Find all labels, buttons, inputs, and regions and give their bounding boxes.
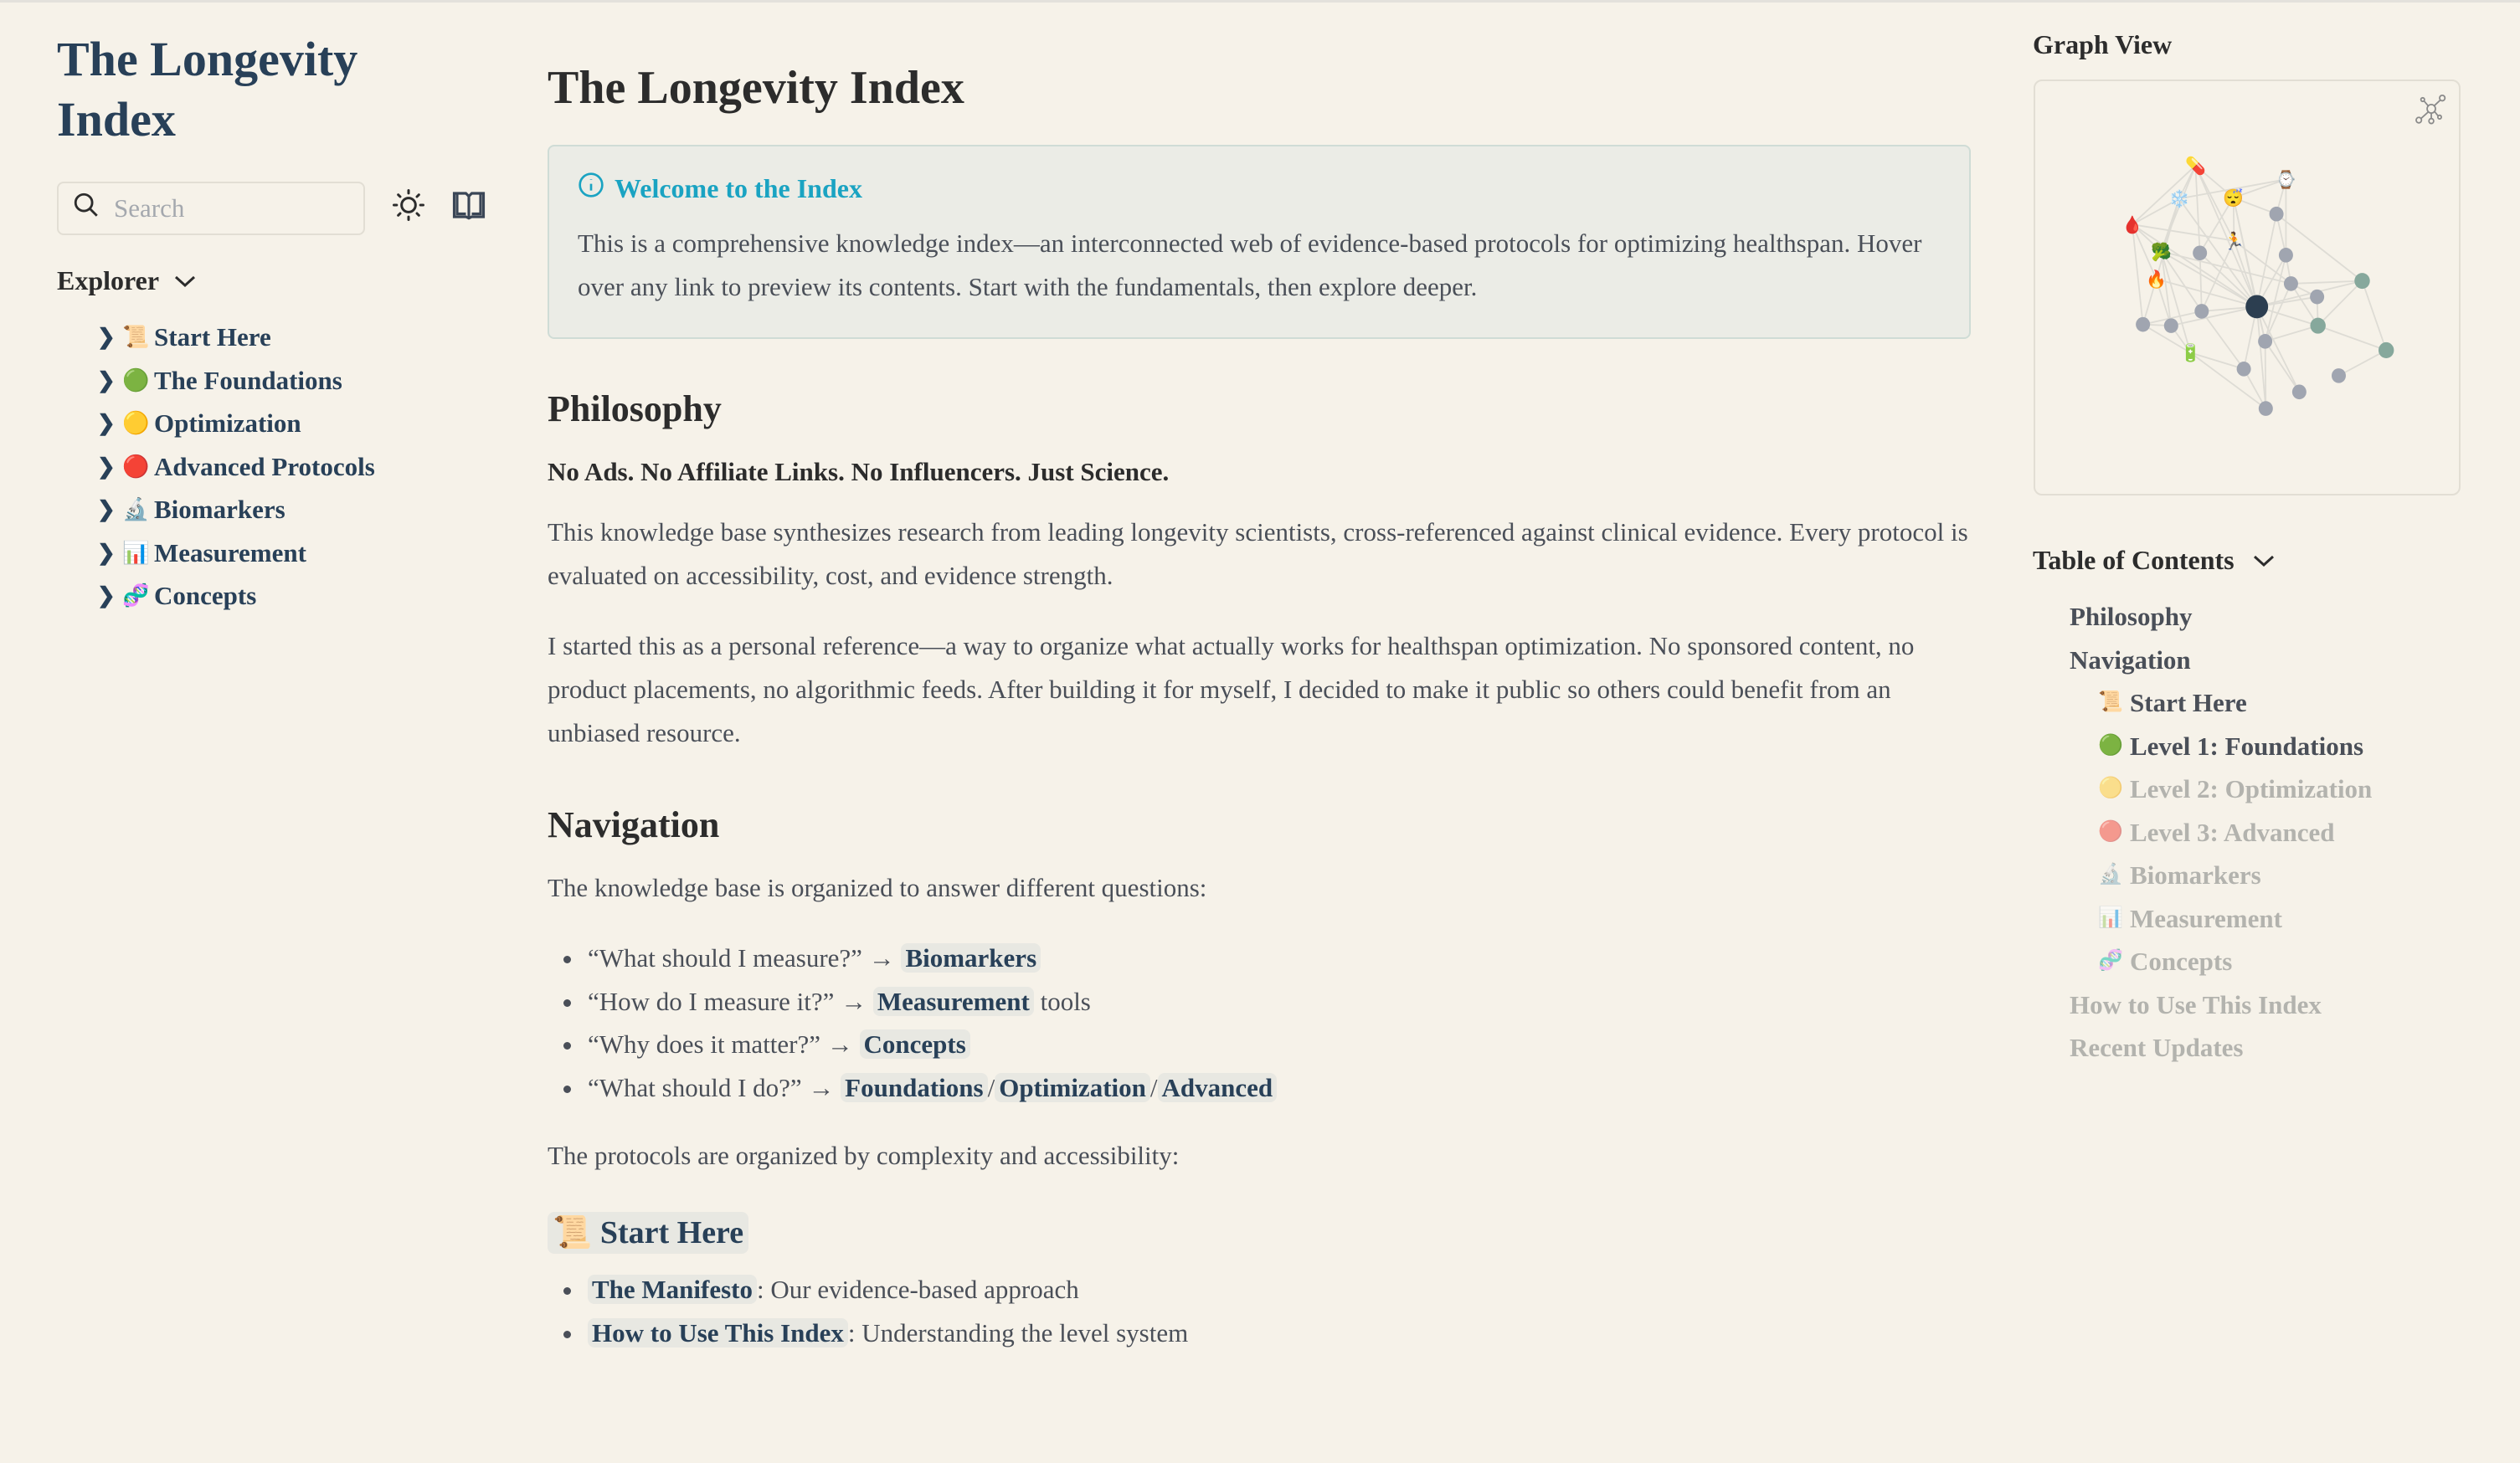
graph-node-emoji-icon[interactable]: 😴 — [2223, 189, 2245, 208]
search-bar[interactable] — [57, 182, 365, 235]
chevron-right-icon[interactable]: ❯ — [97, 325, 116, 349]
chevron-down-icon — [2251, 545, 2276, 576]
toc-item-biomarkers[interactable]: 🔬 Biomarkers — [2070, 854, 2372, 897]
explorer-toggle[interactable] — [57, 265, 198, 296]
graph-node-emoji-icon[interactable]: 🥦 — [2151, 243, 2172, 262]
microscope-icon: 🔬 — [122, 497, 150, 521]
toc-item-start-here[interactable]: 📜 Start Here — [2070, 681, 2372, 725]
start-here-list — [584, 1268, 1971, 1354]
graph-edge — [2338, 350, 2386, 375]
graph-node[interactable] — [2310, 318, 2325, 334]
toc-item-navigation[interactable]: Navigation — [2070, 644, 2191, 675]
graph-node-emoji-icon[interactable]: 🔥 — [2146, 270, 2167, 290]
explorer-item-label[interactable]: Optimization — [154, 408, 301, 438]
graph-edge — [2162, 251, 2257, 306]
explorer-item-biomarkers[interactable] — [94, 488, 375, 531]
toc-title: Table of Contents — [2033, 545, 2235, 575]
list-item: • “How do I measure it?” → Measurement tools — [584, 980, 1971, 1024]
graph-edge — [2265, 341, 2300, 392]
red-circle-icon: 🔴 — [2098, 820, 2123, 843]
chevron-right-icon[interactable]: ❯ — [97, 583, 116, 608]
explorer-item-label[interactable]: Concepts — [154, 581, 257, 610]
graph-edge — [2157, 198, 2179, 279]
explorer-item-advanced[interactable] — [94, 445, 375, 489]
chevron-right-icon[interactable]: ❯ — [97, 367, 116, 393]
link-foundations[interactable]: Foundations — [841, 1073, 987, 1102]
toc-item-concepts[interactable]: 🧬 Concepts — [2070, 940, 2372, 983]
dna-icon: 🧬 — [2098, 950, 2123, 972]
list-item: • “Why does it matter?” → Concepts — [584, 1023, 1971, 1066]
graph-view[interactable] — [2034, 80, 2461, 495]
reader-mode-book-icon[interactable] — [449, 185, 489, 225]
graph-node[interactable] — [2332, 368, 2346, 383]
graph-edge — [2265, 255, 2286, 341]
search-icon — [72, 191, 100, 226]
explorer-item-start-here[interactable] — [94, 316, 375, 359]
link-start-here[interactable]: 📜 Start Here — [548, 1212, 748, 1254]
yellow-circle-icon: 🟡 — [122, 411, 150, 435]
green-circle-icon: 🟢 — [2098, 734, 2123, 757]
graph-node-emoji-icon[interactable]: 🏃 — [2224, 232, 2245, 252]
callout-title: Welcome to the Index — [615, 172, 862, 203]
link-concepts[interactable]: Concepts — [860, 1029, 970, 1059]
toc-item-philosophy[interactable]: Philosophy — [2070, 602, 2193, 631]
navigation-outro: The protocols are organized by complexity and accessibility: — [548, 1141, 1180, 1170]
explorer-item-foundations[interactable] — [94, 359, 375, 403]
welcome-callout — [548, 145, 1971, 339]
tagline: No Ads. No Affiliate Links. No Influencers. Just Science. — [548, 457, 1170, 486]
navigation-intro: The knowledge base is organized to answer different questions: — [548, 873, 1207, 902]
graph-node[interactable] — [2237, 362, 2251, 377]
link-biomarkers[interactable]: Biomarkers — [901, 943, 1041, 973]
chevron-right-icon[interactable]: ❯ — [97, 454, 116, 479]
explorer-item-concepts[interactable] — [94, 574, 375, 618]
link-manifesto[interactable]: The Manifesto — [588, 1275, 757, 1304]
graph-node[interactable] — [2292, 385, 2307, 400]
graph-node[interactable] — [2136, 317, 2150, 332]
graph-view-title: Graph View — [2033, 29, 2173, 59]
graph-node-emoji-icon[interactable]: 💊 — [2184, 157, 2206, 177]
yellow-circle-icon: 🟡 — [2098, 778, 2123, 799]
philosophy-paragraph-2: I started this as a personal reference—a way to organize what actually works for healthspan optimization. No sponsored content, no product placements, no algorithmic feeds. After building it for myself, I decided to make it public so others could benefit from an unbiased resource. — [548, 631, 1915, 747]
graph-node[interactable] — [2164, 318, 2178, 333]
microscope-icon: 🔬 — [2098, 864, 2123, 886]
info-icon — [578, 172, 604, 205]
chevron-right-icon[interactable]: ❯ — [97, 497, 116, 521]
list-item: • The Manifesto : Our evidence-based approach — [584, 1268, 1971, 1312]
global-graph-icon[interactable] — [2416, 95, 2445, 124]
graph-node[interactable] — [2279, 248, 2293, 263]
explorer-tree — [94, 316, 375, 618]
graph-node[interactable] — [2259, 401, 2273, 416]
scroll-icon: 📜 — [553, 1215, 593, 1250]
explorer-label: Explorer — [57, 265, 160, 295]
graph-edge — [2132, 224, 2143, 324]
graph-node[interactable] — [2354, 273, 2369, 289]
philosophy-heading: Philosophy — [548, 388, 722, 429]
dna-icon: 🧬 — [122, 583, 150, 608]
red-circle-icon: 🔴 — [122, 454, 150, 479]
site-title[interactable]: The Longevity Index — [57, 32, 358, 146]
graph-edge — [2202, 311, 2244, 369]
toc-item-measurement[interactable]: 📊 Measurement — [2070, 897, 2372, 941]
graph-edge — [2265, 326, 2318, 341]
graph-edge — [2195, 166, 2199, 253]
explorer-item-label[interactable]: Advanced Protocols — [154, 451, 375, 481]
graph-edge — [2318, 326, 2386, 350]
list-item: • How to Use This Index : Understanding the level system — [584, 1312, 1971, 1355]
graph-node[interactable] — [2379, 342, 2394, 358]
list-item: • “What should I measure?” → Biomarkers — [584, 937, 1971, 980]
toc-item-how-to-use[interactable]: How to Use This Index — [2070, 989, 2322, 1019]
toc-toggle[interactable] — [2033, 545, 2276, 576]
graph-edge — [2362, 281, 2386, 351]
list-item: • “What should I do?” → Foundations / Optimization / Advanced — [584, 1066, 1971, 1110]
bar-chart-icon: 📊 — [122, 540, 150, 565]
theme-toggle-sun-icon[interactable] — [388, 185, 429, 225]
page-title: The Longevity Index — [548, 62, 964, 114]
search-input[interactable] — [114, 193, 348, 223]
chevron-right-icon[interactable]: ❯ — [97, 411, 116, 435]
explorer-item-label[interactable]: Biomarkers — [154, 495, 285, 524]
toc-item-recent-updates[interactable]: Recent Updates — [2070, 1033, 2244, 1062]
link-measurement[interactable]: Measurement — [873, 987, 1034, 1016]
callout-body: This is a comprehensive knowledge index—an interconnected web of evidence-based protocols for optimizing healthspan. Hover over any link to preview its contents. Start with the fundamentals, then explore deeper. — [578, 228, 1922, 301]
graph-node[interactable] — [2193, 245, 2207, 260]
scroll-icon: 📜 — [122, 325, 150, 349]
toc-item-optimization[interactable]: 🟡 Level 2: Optimization — [2070, 767, 2372, 811]
bar-chart-icon: 📊 — [2098, 906, 2123, 929]
navigation-heading: Navigation — [548, 804, 720, 845]
graph-node[interactable] — [2310, 290, 2324, 305]
graph-node[interactable] — [2245, 295, 2268, 318]
explorer-item-label[interactable]: Start Here — [154, 322, 271, 352]
graph-node-emoji-icon[interactable]: 🔋 — [2179, 344, 2201, 363]
philosophy-paragraph-1: This knowledge base synthesizes research from leading longevity scientists, cross-referenced against clinical evidence. Every protocol is evaluated on accessibility, cost, and evidence strength. — [548, 517, 1968, 590]
explorer-item-optimization[interactable] — [94, 402, 375, 445]
green-circle-icon: 🟢 — [122, 367, 150, 393]
link-advanced[interactable]: Advanced — [1158, 1073, 1278, 1102]
graph-node-emoji-icon[interactable]: ❄️ — [2168, 190, 2190, 209]
toc-item-advanced[interactable]: 🔴 Level 3: Advanced — [2070, 811, 2372, 855]
graph-canvas[interactable] — [2035, 81, 2459, 494]
explorer-item-label[interactable]: The Foundations — [154, 365, 342, 395]
table-of-contents — [2070, 595, 2372, 1070]
toc-item-foundations[interactable]: 🟢 Level 1: Foundations — [2070, 725, 2372, 768]
graph-node[interactable] — [2194, 304, 2209, 319]
start-here-heading — [548, 1214, 1971, 1251]
graph-nodes — [2122, 156, 2394, 416]
link-how-to-use[interactable]: How to Use This Index — [588, 1318, 848, 1348]
scroll-icon: 📜 — [2098, 691, 2123, 713]
explorer-item-label[interactable]: Measurement — [154, 537, 306, 567]
graph-node-emoji-icon[interactable]: 🩸 — [2121, 216, 2143, 235]
graph-edge — [2190, 352, 2265, 408]
graph-node[interactable] — [2258, 334, 2272, 349]
explorer-item-measurement[interactable] — [94, 531, 375, 575]
graph-edge — [2265, 341, 2266, 408]
graph-node[interactable] — [2284, 276, 2298, 291]
graph-node[interactable] — [2270, 207, 2284, 222]
graph-node-emoji-icon[interactable]: ⌚ — [2276, 171, 2296, 190]
main-content — [548, 54, 1971, 1379]
chevron-right-icon[interactable]: ❯ — [97, 540, 116, 565]
chevron-down-icon — [172, 265, 198, 296]
link-optimization[interactable]: Optimization — [995, 1073, 1150, 1102]
navigation-list — [584, 937, 1971, 1109]
graph-edge — [2318, 281, 2363, 326]
